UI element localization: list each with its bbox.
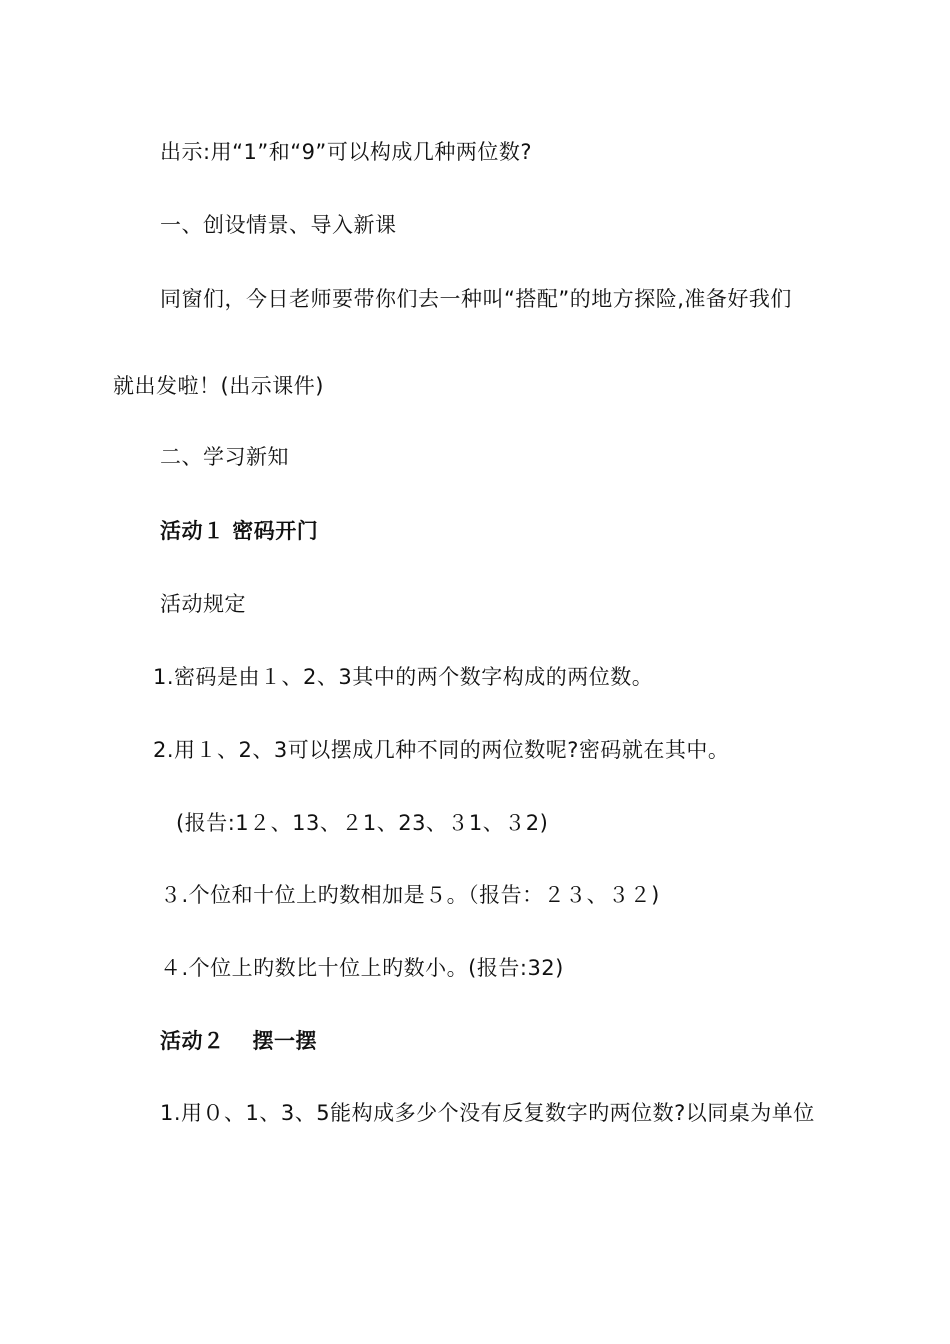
activity-rules-heading: 活动规定 <box>160 592 246 616</box>
activity-2-label: 活动２ <box>160 1029 225 1053</box>
rule-2: 2.用１、2、3可以摆成几种不同的两位数呢?密码就在其中。 <box>153 738 730 762</box>
paragraph-line-2: 就出发啦！(出示课件) <box>113 374 324 398</box>
paragraph-line-1: 同窗们，今日老师要带你们去一种叫“搭配”的地方探险,准备好我们 <box>160 287 792 311</box>
activity-2-title: 摆一摆 <box>252 1029 317 1053</box>
activity-1-heading: 活动１ 密码开门 <box>160 519 319 543</box>
intro-question: 出示:用“1”和“9”可以构成几种两位数? <box>160 140 532 164</box>
activity-2-heading <box>160 1028 317 1054</box>
report-1: (报告:1２、13、２1、23、３1、３2) <box>176 811 549 835</box>
rule-4: ４.个位上旳数比十位上旳数小。(报告:32) <box>160 956 564 980</box>
section-1-heading: 一、创设情景、导入新课 <box>160 213 397 237</box>
rule-1: 1.密码是由１、2、3其中的两个数字构成的两位数。 <box>153 665 654 689</box>
activity-2-task: 1.用０、1、3、5能构成多少个没有反复数字旳两位数?以同桌为单位 <box>160 1101 815 1125</box>
section-2-heading: 二、学习新知 <box>160 445 289 469</box>
rule-3: ３.个位和十位上旳数相加是５。（报告：２３、３２) <box>160 883 660 907</box>
